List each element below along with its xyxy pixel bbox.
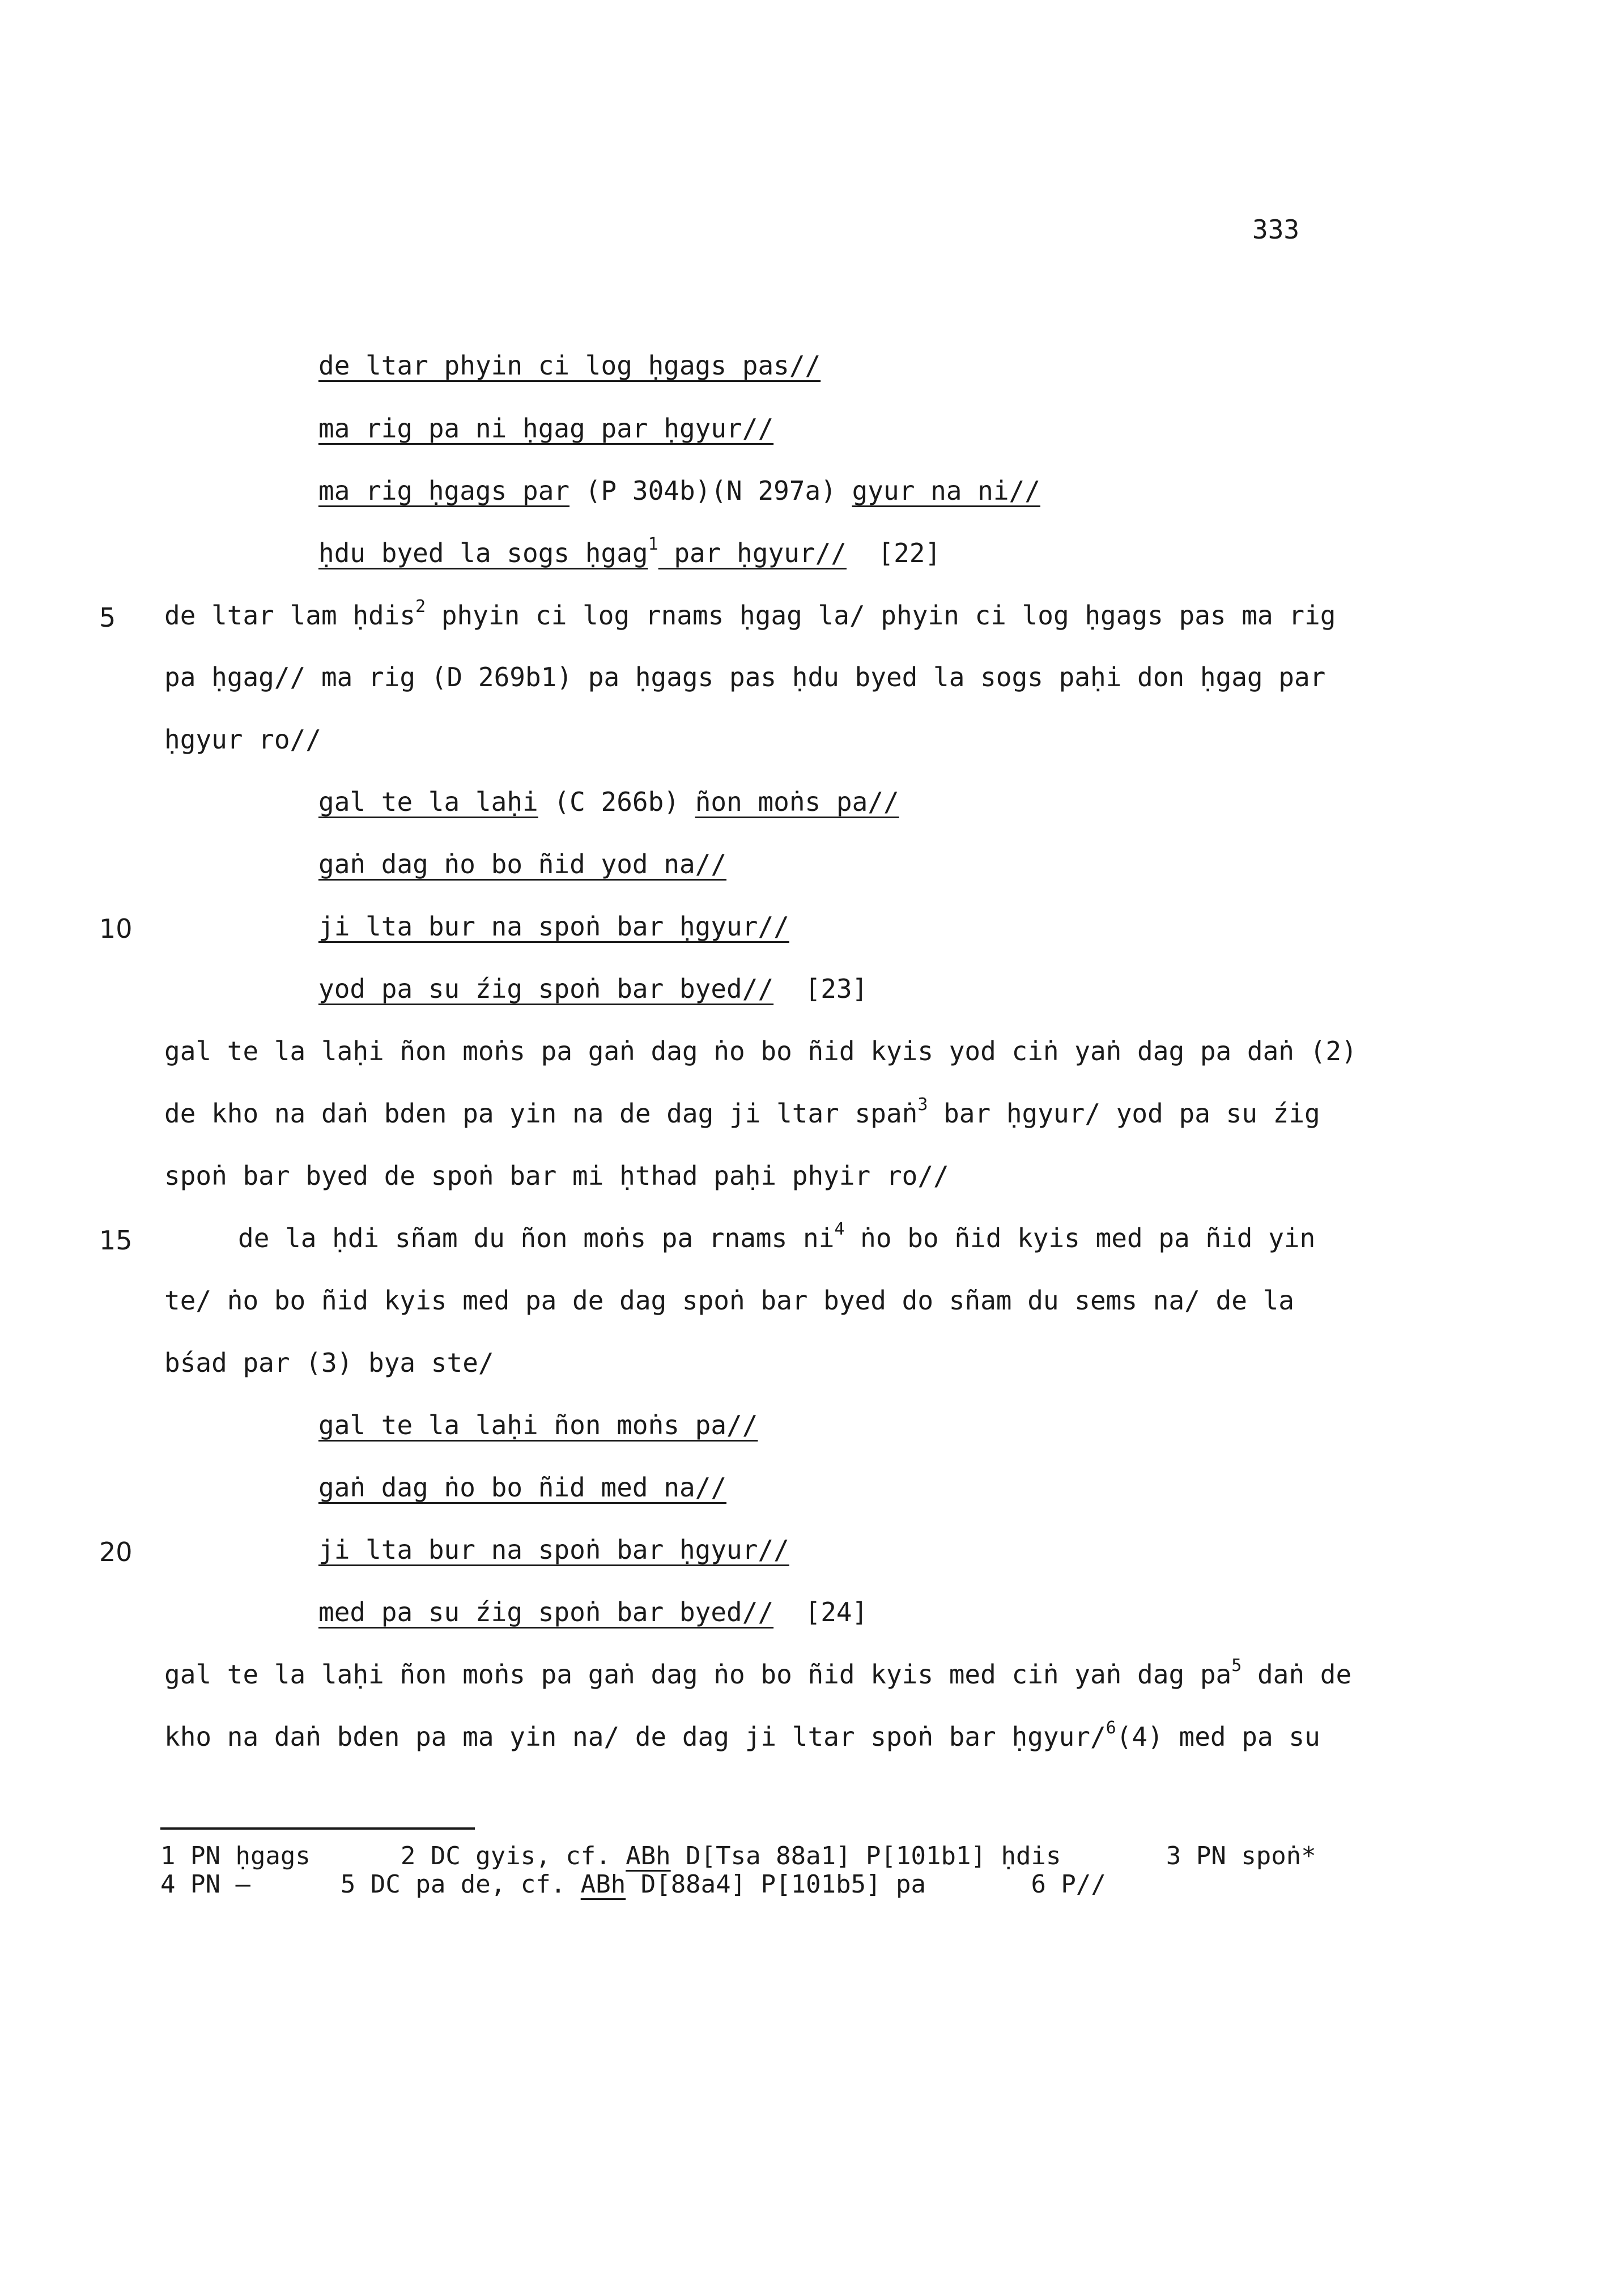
line-number: 15: [99, 1225, 133, 1256]
prose-line: [164, 1038, 1357, 1064]
line-number: 10: [99, 913, 133, 944]
text-run: bśad par (3) bya ste/: [164, 1347, 494, 1378]
prose-line: [164, 1656, 1352, 1690]
prose-line: [164, 664, 1325, 690]
verse-line: [318, 851, 726, 877]
underlined-text: ma rig ḥgags par: [318, 475, 570, 506]
text-run: (P 304b)(N 297a): [569, 475, 852, 506]
text-run: (4) med pa su: [1116, 1721, 1320, 1752]
underlined-text: gal te la laḥi: [318, 786, 538, 817]
text-run: 4 PN — 5 DC pa de, cf.: [160, 1870, 581, 1899]
underlined-text: de ltar phyin ci log ḥgags pas//: [318, 350, 821, 381]
prose-line: [164, 1285, 1294, 1316]
prose-line: [164, 1347, 494, 1378]
text-run: de la ḥdi sñam du ñon moṅs pa rnams ni: [238, 1223, 835, 1253]
line-number: 20: [99, 1537, 133, 1567]
text-run: 1 PN ḥgags 2 DC gyis, cf.: [160, 1842, 626, 1870]
text-run: ṅo bo ñid kyis med pa ñid yin: [844, 1223, 1316, 1253]
text-run: spoṅ bar byed de spoṅ bar mi ḥthad paḥi phyir ro//: [164, 1160, 949, 1191]
verse-line: [318, 1472, 727, 1503]
text-run: ḥgyur ro//: [164, 724, 321, 755]
verse-line: [318, 1534, 789, 1565]
footnote-marker: 4: [834, 1219, 845, 1239]
page-number: 333: [1252, 214, 1300, 245]
underlined-text: gaṅ dag ṅo bo ñid med na//: [318, 1472, 727, 1503]
verse-line: [318, 973, 868, 1004]
underlined-text: gaṅ dag ṅo bo ñid yod na//: [318, 849, 727, 879]
footnote-marker: 2: [415, 597, 426, 616]
prose-line: [164, 1718, 1320, 1752]
text-run: de ltar lam ḥdis: [164, 600, 416, 631]
underlined-text: gyur na ni//: [852, 475, 1040, 506]
underlined-text: gal te la laḥi ñon moṅs pa//: [318, 1410, 758, 1440]
prose-line: [238, 1219, 1316, 1253]
prose-line: [164, 1095, 1320, 1129]
footnote-marker: 3: [917, 1095, 928, 1115]
verse-line: [318, 352, 820, 379]
footnote-marker: 6: [1106, 1718, 1116, 1738]
text-run: [23]: [773, 973, 868, 1004]
verse-line: [318, 534, 941, 568]
footnote-marker: 5: [1231, 1656, 1242, 1676]
underlined-text: med pa su źig spoṅ bar byed//: [318, 1597, 774, 1627]
underlined-text: ji lta bur na spoṅ bar ḥgyur//: [318, 911, 789, 942]
text-run: pa ḥgag// ma rig (D 269b1) pa ḥgags pas ḥdu byed la sogs paḥi don ḥgag par: [164, 662, 1326, 692]
verse-line: [318, 1599, 868, 1625]
underlined-text: yod pa su źig spoṅ bar byed//: [318, 973, 774, 1004]
underlined-text: ma rig pa ni ḥgag par ḥgyur//: [318, 413, 774, 444]
underlined-text: ji lta bur na spoṅ bar ḥgyur//: [318, 1534, 789, 1565]
verse-line: [318, 475, 1040, 506]
footnote-rule: [160, 1827, 475, 1830]
underlined-text: ñon moṅs pa//: [695, 786, 899, 817]
text-run: (C 266b): [538, 786, 695, 817]
text-run: bar ḥgyur/ yod pa su źig: [928, 1098, 1320, 1129]
text-run: kho na daṅ bden pa ma yin na/ de dag ji ltar spoṅ bar ḥgyur/: [164, 1721, 1106, 1752]
verse-line: [318, 786, 899, 817]
text-run: te/ ṅo bo ñid kyis med pa de dag spoṅ bar byed do sñam du sems na/ de la: [164, 1285, 1294, 1316]
text-run: D[88a4] P[101b5] pa 6 P//: [626, 1870, 1106, 1899]
verse-line: [318, 911, 789, 942]
prose-line: [164, 1160, 949, 1191]
text-run: [22]: [847, 538, 941, 568]
footnote-line: [160, 1870, 1106, 1899]
text-run: [24]: [773, 1597, 868, 1627]
text-run: de kho na daṅ bden pa yin na de dag ji ltar spaṅ: [164, 1098, 918, 1129]
text-run: daṅ de: [1242, 1659, 1352, 1690]
footnote-marker: 1: [648, 534, 658, 554]
text-run: gal te la laḥi ñon moṅs pa gaṅ dag ṅo bo ñid kyis yod ciṅ yaṅ dag pa daṅ (2): [164, 1036, 1357, 1066]
underlined-text: ABh: [626, 1842, 671, 1870]
prose-line: [164, 597, 1336, 631]
underlined-text: ABh: [580, 1870, 626, 1899]
verse-line: [318, 413, 774, 444]
footnote-line: [160, 1842, 1316, 1870]
text-run: D[Tsa 88a1] P[101b1] ḥdis 3 PN spoṅ*: [670, 1842, 1316, 1870]
text-run: phyin ci log rnams ḥgag la/ phyin ci log ḥgags pas ma rig: [426, 600, 1336, 631]
verse-line: [318, 1412, 758, 1438]
line-number: 5: [99, 602, 116, 633]
text-run: gal te la laḥi ñon moṅs pa gaṅ dag ṅo bo ñid kyis med ciṅ yaṅ dag pa: [164, 1659, 1232, 1690]
prose-line: [164, 724, 321, 755]
underlined-text: ḥdu byed la sogs ḥgag: [318, 538, 648, 568]
underlined-text: par ḥgyur//: [658, 538, 847, 568]
